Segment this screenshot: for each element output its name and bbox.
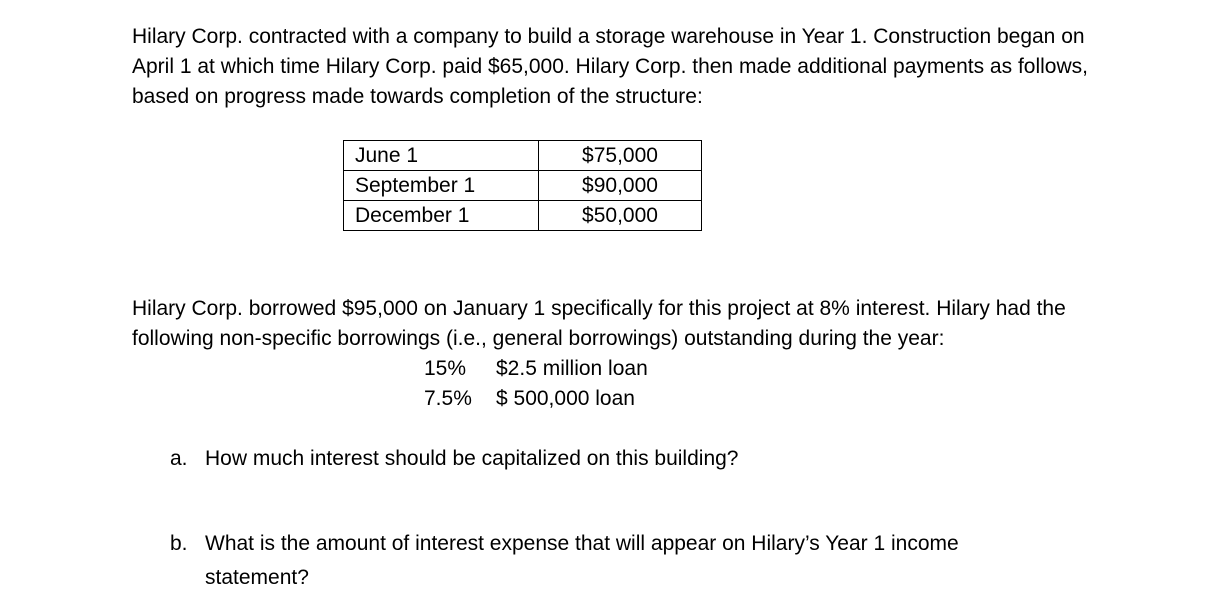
question-letter: b.: [170, 532, 188, 555]
payment-amount: $75,000: [539, 141, 702, 171]
loan-rate: 7.5%: [424, 387, 472, 410]
table-row: [344, 201, 702, 231]
borrowing-paragraph: Hilary Corp. borrowed $95,000 on January 1 specifically for this project at 8% interest. Hilary had the following non-specific borrowings (i.e., general borrowings) outstanding during the year:: [132, 297, 1066, 350]
payments-table: [343, 140, 702, 231]
payment-date: September 1: [344, 171, 539, 201]
payment-date: December 1: [344, 201, 539, 231]
loan-rate: 15%: [424, 357, 467, 380]
loan-description: $2.5 million loan: [496, 357, 648, 380]
payment-amount: $90,000: [539, 171, 702, 201]
question-letter: a.: [170, 447, 188, 470]
payment-date: June 1: [344, 141, 539, 171]
table-row: [344, 171, 702, 201]
intro-paragraph: Hilary Corp. contracted with a company to build a storage warehouse in Year 1. Construction began on April 1 at which time Hilary Corp. paid $65,000. Hilary Corp. then made additional payments as follows, based on progress made towards completion of the structure:: [132, 25, 1088, 108]
question-text: How much interest should be capitalized on this building?: [205, 447, 739, 470]
loan-description: $ 500,000 loan: [496, 387, 635, 410]
payment-amount: $50,000: [539, 201, 702, 231]
table-row: [344, 141, 702, 171]
question-text: What is the amount of interest expense that will appear on Hilary’s Year 1 income statement?: [205, 532, 959, 589]
